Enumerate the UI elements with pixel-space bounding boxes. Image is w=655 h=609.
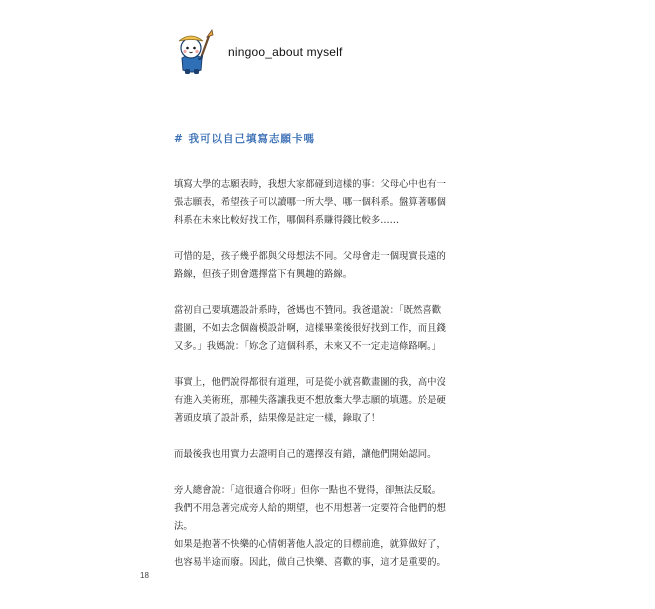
paragraph: 旁人總會說：「這很適合你呀」但你一點也不覺得，卻無法反駁。 我們不用急著完成旁人給的期望，也不用想著一定要符合他們的想 法。 bbox=[174, 485, 446, 532]
paragraph: 事實上，他們說得都很有道理，可是從小就喜歡畫圖的我，高中沒 有進入美術班，那種失落讓我更不想放棄大學志願的填選。於是硬 著頭皮填了設計系，結果像是註定一樣，錄取了！ bbox=[174, 377, 446, 424]
paragraph: 而最後我也用實力去證明自己的選擇沒有錯，讓他們開始認同。 bbox=[174, 449, 437, 460]
paragraph: 當初自己要填選設計系時，爸媽也不贊同。我爸還說：「既然喜歡 畫圖，不如去念個齒模設計啊，這樣畢業後很好找到工作，而且錢 又多。」我媽說：「妳念了這個科系，未來又不一定走這條路啊。」 bbox=[174, 305, 446, 352]
paragraph: 可惜的是，孩子幾乎都與父母想法不同。父母會走一個現實長遠的 路線，但孩子則會選擇當下有興趣的路線。 bbox=[174, 251, 446, 280]
paragraph: 填寫大學的志願表時，我想大家都碰到這樣的事：父母心中也有一 張志願表，希望孩子可以讀哪一所大學、哪一個科系。盤算著哪個 科系在未來比較好找工作，哪個科系賺得錢比較多…… bbox=[174, 179, 446, 226]
page-number: 18 bbox=[140, 571, 149, 580]
body-text bbox=[174, 176, 484, 572]
header-title: ningoo_about myself bbox=[228, 45, 343, 59]
paragraph: 如果是抱著不快樂的心情朝著他人設定的目標前進，就算做好了， 也容易半途而廢。因此，做自己快樂、喜歡的事，這才是重要的。 bbox=[174, 539, 446, 568]
mascot-with-paintbrush-icon bbox=[168, 28, 216, 76]
section-title: # 我可以自己填寫志願卡嗎 bbox=[174, 133, 315, 145]
page-header bbox=[168, 28, 343, 76]
